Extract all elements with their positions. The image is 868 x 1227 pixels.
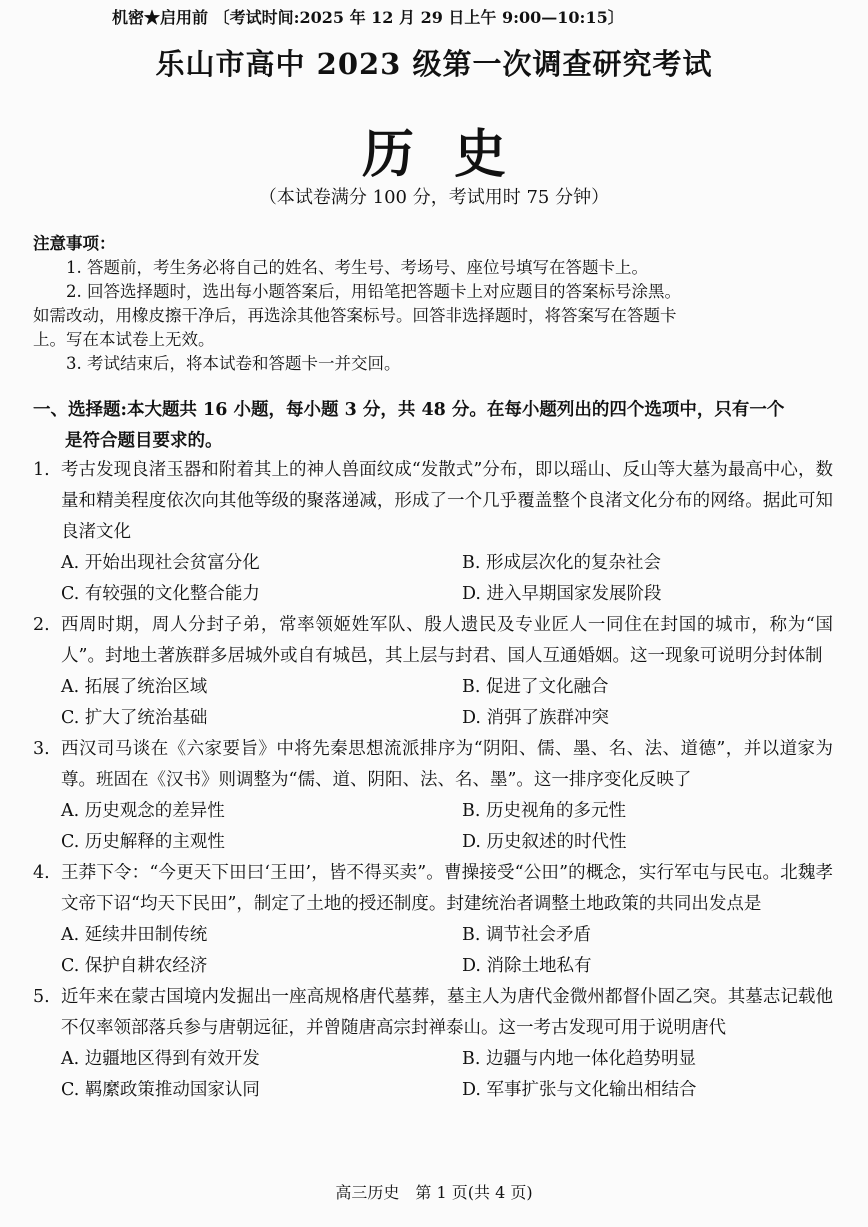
notice-title: 注意事项： bbox=[33, 234, 116, 253]
section-line-2: 是符合题目要求的。 bbox=[65, 431, 223, 451]
option-a: A. 边疆地区得到有效开发 bbox=[61, 1049, 260, 1069]
options bbox=[33, 1044, 833, 1106]
options bbox=[33, 920, 833, 982]
options bbox=[33, 672, 833, 734]
notice-item-1: 1. 答题前，考生务必将自己的姓名、考生号、考场号、座位号填写在答题卡上。 bbox=[66, 258, 648, 277]
exam-title: 乐山市高中 2023 级第一次调查研究考试 bbox=[155, 47, 713, 81]
options bbox=[33, 548, 833, 610]
question-3 bbox=[33, 734, 833, 858]
option-a: A. 延续井田制传统 bbox=[61, 925, 208, 945]
question-number: 3. bbox=[33, 739, 50, 759]
notice-item-2-cont: 如需改动，用橡皮擦干净后，再选涂其他答案标号。回答非选择题时，将答案写在答题卡 bbox=[33, 306, 677, 325]
option-c: C. 羁縻政策推动国家认同 bbox=[61, 1080, 260, 1100]
question-stem: 王莽下令：“今更天下田曰‘王田’，皆不得买卖”。曹操接受“公田”的概念，实行军屯与民屯。北魏孝文帝下诏“均天下民田”，制定了土地的授还制度。封建统治者调整土地政策的共同出发点是 bbox=[61, 863, 833, 914]
exam-info: （本试卷满分 100 分，考试用时 75 分钟） bbox=[258, 187, 610, 208]
notice-item-2-end: 上。写在本试卷上无效。 bbox=[33, 330, 215, 349]
question-2 bbox=[33, 610, 833, 734]
option-a: A. 历史观念的差异性 bbox=[61, 801, 225, 821]
option-c: C. 扩大了统治基础 bbox=[61, 708, 208, 728]
confidential-label: 机密★启用前 bbox=[112, 8, 209, 27]
options bbox=[33, 796, 833, 858]
subject-title: 历史 bbox=[361, 124, 546, 185]
section-heading bbox=[33, 395, 833, 457]
option-b: B. 形成层次化的复杂社会 bbox=[462, 553, 661, 573]
option-c: C. 有较强的文化整合能力 bbox=[61, 584, 260, 604]
notice-item-3: 3. 考试结束后，将本试卷和答题卡一并交回。 bbox=[66, 354, 401, 373]
section-line-1: 一、选择题:本大题共 16 小题，每小题 3 分，共 48 分。在每小题列出的四个选项中，只有一个 bbox=[33, 400, 785, 420]
option-a: A. 拓展了统治区域 bbox=[61, 677, 208, 697]
question-stem: 西周时期，周人分封子弟，常率领姬姓军队、殷人遗民及专业匠人一同住在封国的城市，称为“国人”。封地土著族群多居城外或自有城邑，其上层与封君、国人互通婚姻。这一现象可说明分封体制 bbox=[61, 615, 833, 666]
option-d: D. 消弭了族群冲突 bbox=[462, 708, 610, 728]
question-number: 1. bbox=[33, 460, 50, 480]
header-line bbox=[112, 5, 624, 28]
option-b: B. 历史视角的多元性 bbox=[462, 801, 626, 821]
option-b: B. 边疆与内地一体化趋势明显 bbox=[462, 1049, 696, 1069]
question-1 bbox=[33, 455, 833, 610]
option-c: C. 保护自耕农经济 bbox=[61, 956, 208, 976]
notice-item-2: 2. 回答选择题时，选出每小题答案后，用铅笔把答题卡上对应题目的答案标号涂黑。 bbox=[66, 282, 681, 301]
question-stem: 近年来在蒙古国境内发掘出一座高规格唐代墓葬，墓主人为唐代金微州都督仆固乙突。其墓志记载他不仅率领部落兵参与唐朝远征，并曾随唐高宗封禅泰山。这一考古发现可用于说明唐代 bbox=[61, 987, 833, 1038]
question-list bbox=[33, 455, 833, 1106]
option-d: D. 进入早期国家发展阶段 bbox=[462, 584, 662, 604]
question-5 bbox=[33, 982, 833, 1106]
question-stem: 考古发现良渚玉器和附着其上的神人兽面纹成“发散式”分布，即以瑶山、反山等大墓为最高中心，数量和精美程度依次向其他等级的聚落递减，形成了一个几乎覆盖整个良渚文化分布的网络。据此可知良渚文化 bbox=[61, 460, 833, 542]
option-c: C. 历史解释的主观性 bbox=[61, 832, 225, 852]
option-b: B. 调节社会矛盾 bbox=[462, 925, 591, 945]
option-a: A. 开始出现社会贫富分化 bbox=[61, 553, 260, 573]
option-d: D. 消除土地私有 bbox=[462, 956, 592, 976]
question-number: 5. bbox=[33, 987, 50, 1007]
question-number: 4. bbox=[33, 863, 50, 883]
question-4 bbox=[33, 858, 833, 982]
exam-time: 〔考试时间:2025 年 12 月 29 日上午 9:00—10:15〕 bbox=[213, 8, 624, 27]
question-stem: 西汉司马谈在《六家要旨》中将先秦思想流派排序为“阴阳、儒、墨、名、法、道德”，并以道家为尊。班固在《汉书》则调整为“儒、道、阴阳、法、名、墨”。这一排序变化反映了 bbox=[61, 739, 833, 790]
notice-block bbox=[33, 232, 833, 376]
page-footer: 高三历史 第 1 页(共 4 页) bbox=[335, 1183, 533, 1202]
option-d: D. 历史叙述的时代性 bbox=[462, 832, 627, 852]
option-d: D. 军事扩张与文化输出相结合 bbox=[462, 1080, 697, 1100]
option-b: B. 促进了文化融合 bbox=[462, 677, 609, 697]
question-number: 2. bbox=[33, 615, 50, 635]
